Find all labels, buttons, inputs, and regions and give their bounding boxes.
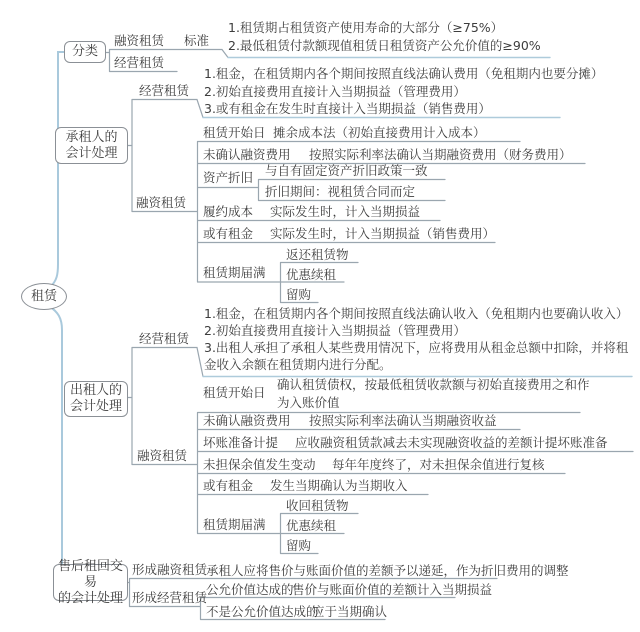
lessor-operating-note-1: 1.租金，在租赁期内各个期间按照直线法确认收入（免租期内也要确认收入） [204, 306, 629, 321]
lessor-contingent-rent-text: 发生当期确认为当期收入 [270, 478, 408, 493]
criteria-line-1: 1.租赁期占租赁资产使用寿命的大部分（≥75%） [228, 20, 504, 35]
lessee-operating-note-2: 2.初始直接费用直接计入当期损益（管理费用） [204, 84, 466, 99]
node-bad-debt-provision[interactable]: 坏账准备计提 [203, 435, 279, 450]
node-forms-financing-lease[interactable]: 形成融资租赁 [132, 562, 208, 577]
criteria-line-2: 2.最低租赁付款额现值租赁日租赁资产公允价值的≥90% [228, 38, 541, 53]
root-node[interactable] [21, 283, 67, 310]
lessor-lease-expiry-item-2: 优惠续租 [286, 518, 337, 533]
fair-value-deal-text: 售价与账面价值的差额计入当期损益 [292, 582, 493, 597]
lessor-lease-start-text-line1: 确认租赁债权，按最低租赁收款额与初始直接费用之和作 [277, 377, 590, 392]
node-financing-lease-criteria[interactable]: 融资租赁 [114, 33, 165, 48]
lessee-lease-start-text: 摊余成本法（初始直接费用计入成本） [273, 125, 486, 140]
forms-financing-lease-text: 承租人应将售价与账面价值的差额予以递延，作为折旧费用的调整 [206, 563, 569, 578]
lessee-unrecognized-financing-cost-text: 按照实际利率法确认当期融资费用（财务费用） [309, 147, 572, 162]
node-lessor-accounting[interactable] [64, 381, 128, 417]
lessor-operating-note-3: 3.出租人承担了承租人某些费用情况下，应将费用从租金总额中扣除，并将租 [204, 340, 629, 355]
node-performance-cost[interactable]: 履约成本 [203, 204, 254, 219]
asset-depreciation-item-1: 与自有固定资产折旧政策一致 [265, 163, 428, 178]
lessee-operating-note-1: 1.租金，在租赁期内各个期间按照直线法确认费用（免租期内也要分摊） [204, 66, 604, 81]
node-non-fair-value-deal[interactable]: 不是公允价值达成的 [206, 604, 319, 619]
node-lessor-financing-lease[interactable]: 融资租赁 [137, 448, 188, 463]
node-forms-operating-lease[interactable]: 形成经营租赁 [132, 590, 208, 605]
lessor-operating-note-4: 金收入余额在租赁期内进行分配。 [204, 357, 392, 372]
lessor-lease-start-text-line2: 为入账价值 [277, 395, 340, 410]
node-lessor-unrecognized-financing-income[interactable]: 未确认融资费用 [203, 413, 291, 428]
lessor-operating-note-2: 2.初始直接费用直接计入当期损益（管理费用） [204, 323, 466, 338]
lessor-lease-expiry-item-3: 留购 [286, 538, 312, 553]
node-classification-label: 分类 [71, 44, 98, 59]
node-lessor-lease-start-date[interactable]: 租赁开始日 [203, 385, 266, 400]
non-fair-value-deal-text: 应于当期确认 [312, 604, 388, 619]
node-sale-leaseback-accounting[interactable] [53, 558, 128, 606]
lessee-lease-expiry-item-2: 优惠续租 [286, 267, 337, 282]
node-lessee-lease-start-date[interactable]: 租赁开始日 [203, 125, 266, 140]
node-lessee-financing-lease[interactable]: 融资租赁 [136, 195, 187, 210]
node-asset-depreciation[interactable]: 资产折旧 [203, 170, 254, 185]
node-lessor-contingent-rent[interactable]: 或有租金 [203, 478, 254, 493]
lessor-lease-expiry-item-1: 收回租赁物 [286, 498, 349, 513]
node-lessee-accounting[interactable] [55, 127, 128, 164]
node-lessee-contingent-rent[interactable]: 或有租金 [203, 226, 254, 241]
unguaranteed-residual-change-text: 每年年度终了，对未担保余值进行复核 [332, 457, 545, 472]
node-lessee-lease-expiry[interactable]: 租赁期届满 [203, 265, 266, 280]
lessee-lease-expiry-item-1: 返还租赁物 [286, 247, 349, 262]
node-lessor-accounting-line2: 会计处理 [69, 399, 122, 414]
performance-cost-text: 实际发生时，计入当期损益 [270, 204, 421, 219]
asset-depreciation-item-2: 折旧期间：视租赁合同而定 [265, 184, 416, 199]
node-sale-leaseback-line2: 的会计处理 [57, 590, 123, 606]
bad-debt-provision-text: 应收融资租赁款减去未实现融资收益的差额计提坏账准备 [295, 435, 608, 450]
node-unguaranteed-residual-change[interactable]: 未担保余值发生变动 [203, 457, 316, 472]
lessor-unrecognized-financing-income-text: 按照实际利率法确认当期融资收益 [309, 413, 497, 428]
node-lessor-operating-lease[interactable]: 经营租赁 [139, 331, 190, 346]
root-label: 租赁 [30, 288, 57, 304]
node-lessor-lease-expiry[interactable]: 租赁期届满 [203, 517, 266, 532]
node-operating-lease-classification[interactable]: 经营租赁 [114, 55, 165, 70]
node-lessor-accounting-line1: 出租人的 [69, 383, 122, 398]
node-standard[interactable]: 标准 [184, 33, 210, 48]
node-fair-value-deal[interactable]: 公允价值达成的 [206, 582, 294, 597]
lessee-contingent-rent-text: 实际发生时，计入当期损益（销售费用） [270, 226, 496, 241]
lessee-operating-note-3: 3.或有租金在发生时直接计入当期损益（销售费用） [204, 101, 491, 116]
lessee-lease-expiry-item-3: 留购 [286, 287, 312, 302]
node-lessee-unrecognized-financing-cost[interactable]: 未确认融资费用 [203, 147, 291, 162]
node-lessee-accounting-line1: 承租人的 [65, 129, 118, 145]
spine-down-line [49, 306, 62, 582]
node-lessee-operating-lease[interactable]: 经营租赁 [139, 83, 190, 98]
node-lessee-accounting-line2: 会计处理 [65, 145, 118, 161]
node-sale-leaseback-line1: 售后租回交易 [57, 558, 123, 590]
node-classification[interactable] [64, 41, 106, 63]
spine-up-line [50, 52, 64, 287]
